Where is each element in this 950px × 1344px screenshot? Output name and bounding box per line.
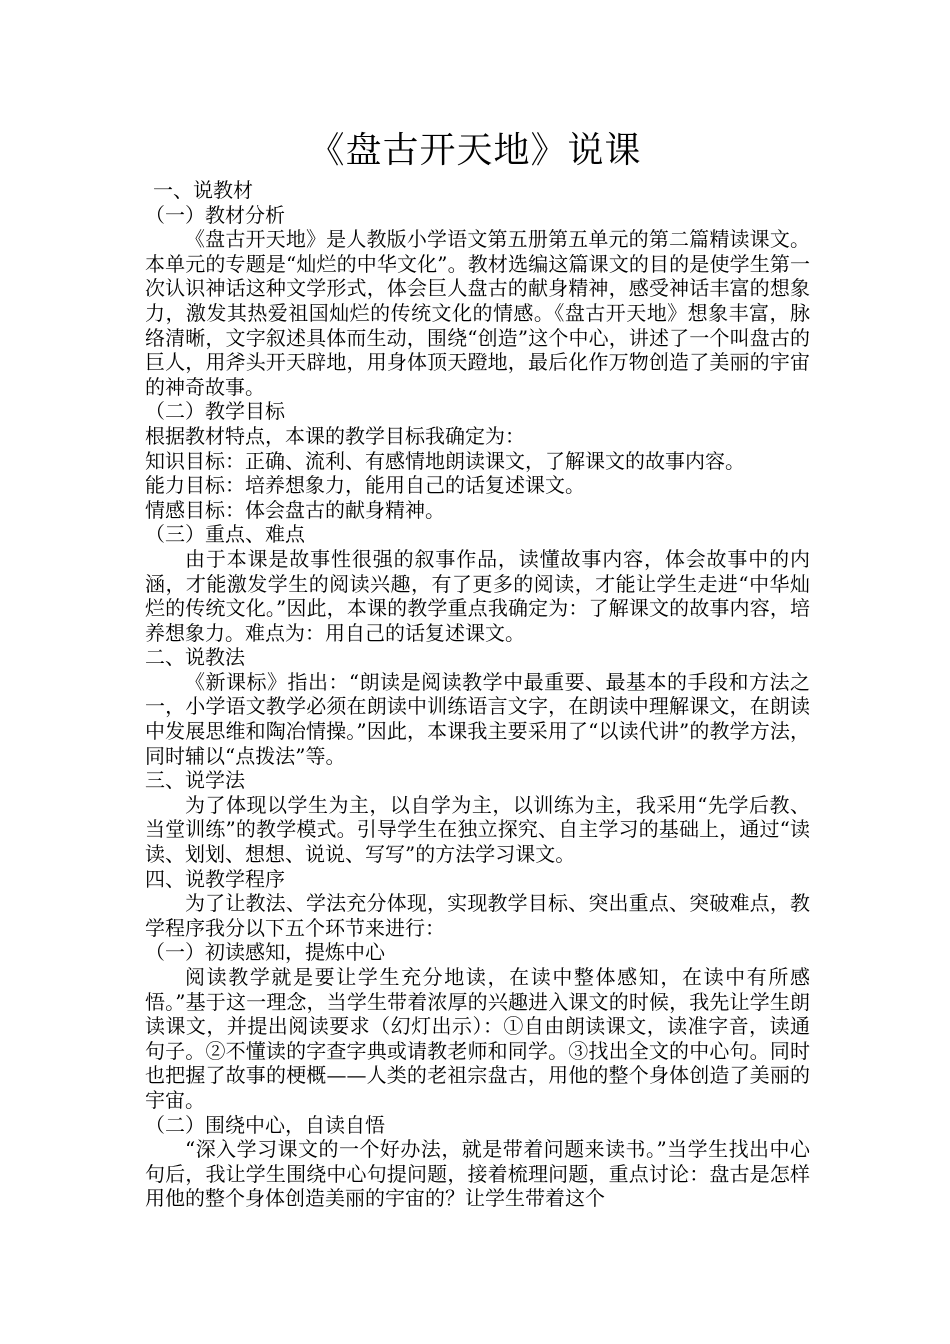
subsection-heading: （一）初读感知，提炼中心 [145, 940, 385, 965]
subsection-heading: （三）重点、难点 [145, 522, 305, 547]
subsection-heading: （一）教材分析 [145, 202, 285, 227]
paragraph: 《新课标》指出：“朗读是阅读教学中最重要、最基本的手段和方法之一，小学语文教学必须在朗读中训练语言文字，在朗读中理解课文，在朗读中发展思维和陶冶情操。”因此，本课我主要采用了“以读代讲”的教学方法，同时辅以“点拨法”等。 [145, 669, 810, 768]
paragraph: 根据教材特点，本课的教学目标我确定为： [145, 423, 525, 448]
section-heading: 四、说教学程序 [145, 866, 285, 891]
paragraph: 阅读教学就是要让学生充分地读，在读中整体感知，在读中有所感悟。”基于这一理念，当学生带着浓厚的兴趣进入课文的时候，我先让学生朗读课文，并提出阅读要求（幻灯出示）：①自由朗读课文，读准字音，读通句子。②不懂读的字查字典或请教老师和同学。③找出全文的中心句。同时也把握了故事的梗概——人类的老祖宗盘古，用他的整个身体创造了美丽的宇宙。 [145, 965, 810, 1112]
document-title: 《盘古开天地》说课 [308, 130, 642, 171]
document-body [145, 178, 810, 1211]
section-heading-1: 一、说教材 [153, 178, 253, 202]
paragraph: “深入学习课文的一个好办法，就是带着问题来读书。”当学生找出中心句后，我让学生围绕中心句提问题，接着梳理问题，重点讨论：盘古是怎样用他的整个身体创造美丽的宇宙的？让学生带着这个 [145, 1137, 810, 1211]
paragraph: 知识目标：正确、流利、有感情地朗读课文，了解课文的故事内容。 [145, 448, 745, 473]
paragraph: 《盘古开天地》是人教版小学语文第五册第五单元的第二篇精读课文。本单元的专题是“灿烂的中华文化”。教材选编这篇课文的目的是使学生第一次认识神话这种文学形式，体会巨人盘古的献身精神，感受神话丰富的想象力，激发其热爱祖国灿烂的传统文化的情感。《盘古开天地》想象丰富，脉络清晰，文字叙述具体而生动，围绕“创造”这个中心，讲述了一个叫盘古的巨人，用斧头开天辟地，用身体顶天蹬地，最后化作万物创造了美丽的宇宙的神奇故事。 [145, 227, 810, 399]
section-heading: 三、说学法 [145, 768, 245, 793]
paragraph: 情感目标：体会盘古的献身精神。 [145, 497, 445, 522]
section-heading: 二、说教法 [145, 645, 245, 670]
subsection-heading: （二）教学目标 [145, 399, 285, 424]
paragraph: 为了让教法、学法充分体现，实现教学目标、突出重点、突破难点，教学程序我分以下五个环节来进行： [145, 891, 810, 940]
subsection-heading: （二）围绕中心，自读自悟 [145, 1112, 385, 1137]
paragraph: 能力目标：培养想象力，能用自己的话复述课文。 [145, 473, 585, 498]
paragraph: 为了体现以学生为主，以自学为主，以训练为主，我采用“先学后教、当堂训练”的教学模式。引导学生在独立探究、自主学习的基础上，通过“读读、划划、想想、说说、写写”的方法学习课文。 [145, 792, 810, 867]
paragraph: 由于本课是故事性很强的叙事作品，读懂故事内容，体会故事中的内涵，才能激发学生的阅读兴趣，有了更多的阅读，才能让学生走进“中华灿烂的传统文化。”因此，本课的教学重点我确定为：了解课文的故事内容，培养想象力。难点为：用自己的话复述课文。 [145, 546, 810, 645]
